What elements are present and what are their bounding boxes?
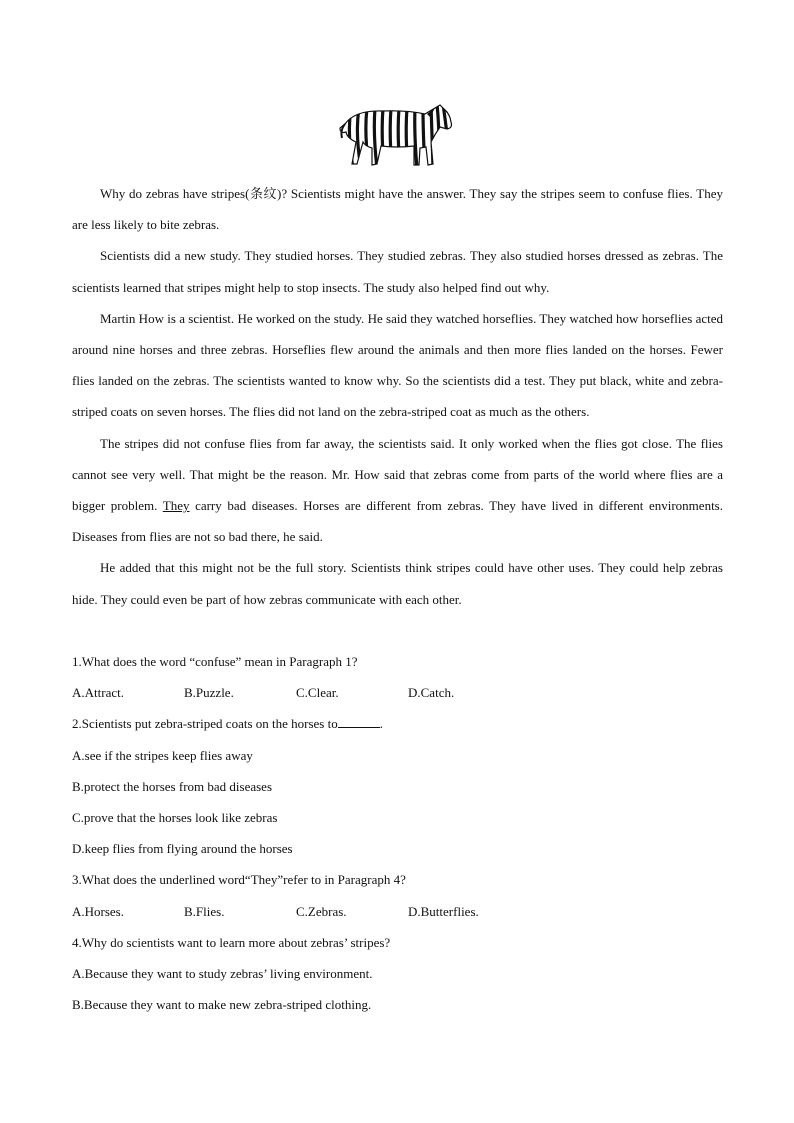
paragraph-2: Scientists did a new study. They studied horses. They studied zebras. They also studied horses dressed as zebras. The scientists learned that stripes might help to stop insects. The study also helped find out why.	[72, 248, 723, 295]
q4-option-b: B.Because they want to make new zebra-striped clothing.	[72, 997, 372, 1013]
paragraph-1: Why do zebras have stripes(条纹)? Scientists might have the answer. They say the stripes seem to confuse flies. They are less likely to bite zebras.	[72, 186, 723, 233]
q1-option-c: C.Clear.	[296, 685, 339, 701]
q4-option-a: A.Because they want to study zebras’ living environment.	[72, 965, 373, 981]
answer-blank	[338, 715, 380, 728]
q2-option-c: C.prove that the horses look like zebras	[72, 809, 278, 825]
paragraph-5: He added that this might not be the full story. Scientists think stripes could have other uses. They could help zebras hide. They could even be part of how zebras communicate with each other.	[72, 560, 723, 607]
q1-option-a: A.Attract.	[72, 685, 124, 701]
zebra-illustration	[337, 104, 457, 170]
question-3-stem: 3.What does the underlined word“They”refer to in Paragraph 4?	[72, 872, 406, 888]
paragraph-4-text-end: carry bad diseases. Horses are different from zebras. They have lived in different environments. Diseases from flies are not so bad there, he said.	[72, 498, 723, 545]
q2-stem-text: 2.Scientists put zebra-striped coats on the horses to	[72, 716, 338, 732]
q2-option-d: D.keep flies from flying around the horses	[72, 841, 293, 857]
questions-section	[72, 646, 723, 1020]
q2-option-a: A.see if the stripes keep flies away	[72, 747, 253, 763]
question-1-options	[72, 677, 723, 708]
q3-option-c: C.Zebras.	[296, 903, 347, 919]
question-2-stem	[72, 708, 723, 739]
paragraph-4-text-start: The stripes did not confuse flies from far away, the scientists said. It only worked when the flies got close. The flies cannot see very well. That might be the reason. Mr. How said that zebras come from parts of the world where flies are a bigger problem.	[72, 435, 723, 514]
q1-option-b: B.Puzzle.	[184, 685, 234, 701]
q1-option-d: D.Catch.	[408, 685, 455, 701]
underlined-word-they: They	[162, 498, 190, 514]
question-3-options	[72, 896, 723, 927]
q3-option-d: D.Butterflies.	[408, 903, 479, 919]
q2-option-b: B.protect the horses from bad diseases	[72, 778, 273, 794]
reading-passage	[72, 178, 723, 615]
q3-option-a: A.Horses.	[72, 903, 124, 919]
q2-stem-tail: .	[379, 716, 383, 732]
question-1-stem: 1.What does the word “confuse” mean in Paragraph 1?	[72, 654, 358, 669]
question-4-stem: 4.Why do scientists want to learn more about zebras’ stripes?	[72, 934, 391, 950]
paragraph-3: Martin How is a scientist. He worked on the study. He said they watched horseflies. They watched how horseflies acted around nine horses and three zebras. Horseflies flew around the animals and then more flies landed on the horses. Fewer flies landed on the zebras. The scientists wanted to know why. So the scientists did a test. They put black, white and zebra-striped coats on seven horses. The flies did not land on the zebra-striped coat as much as the others.	[72, 310, 723, 420]
q3-option-b: B.Flies.	[184, 903, 225, 919]
paragraph-4	[72, 428, 723, 553]
